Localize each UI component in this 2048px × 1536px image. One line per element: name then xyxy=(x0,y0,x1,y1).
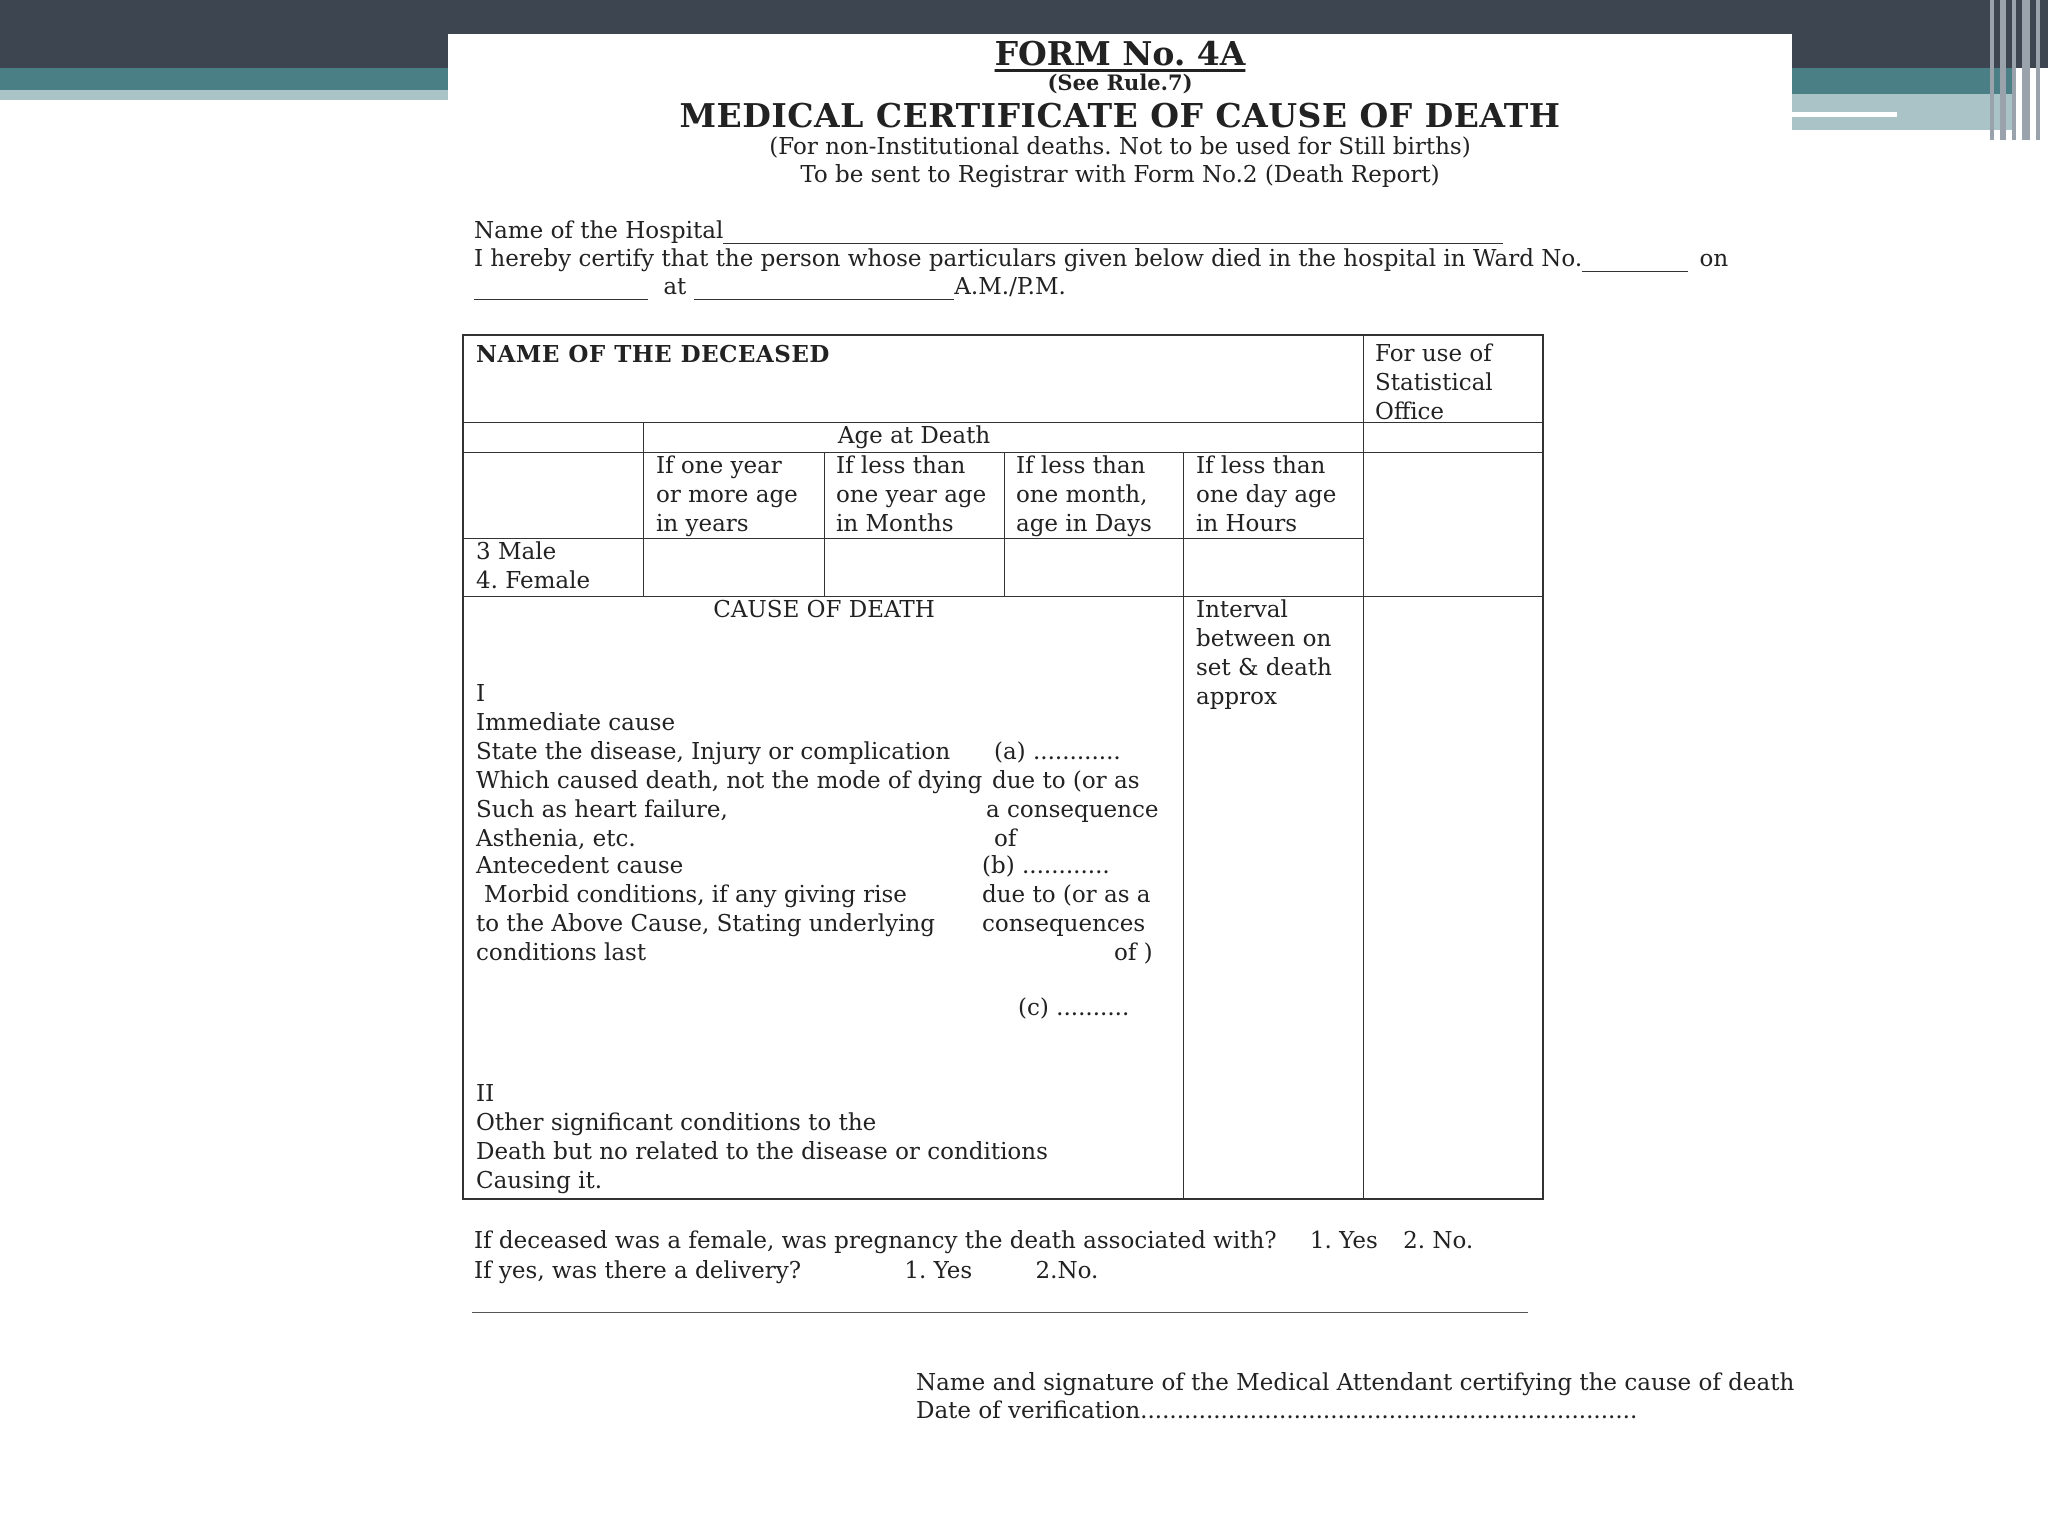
certify-line xyxy=(474,246,1728,272)
date-verification-field[interactable]: .................................................................... xyxy=(1140,1398,1638,1424)
pregnancy-yes-option[interactable]: 1. Yes xyxy=(1309,1228,1378,1254)
certify-text: I hereby certify that the person whose particulars given below died in the hospital in Ward No. xyxy=(474,246,1583,272)
at-label: at xyxy=(663,274,687,300)
slide-accent-band-right xyxy=(1792,68,2012,94)
see-rule: (See Rule.7) xyxy=(1047,70,1193,95)
interval-header: Interval between on set & death approx xyxy=(1196,597,1332,710)
antecedent-cause-text: Antecedent cause Morbid conditions, if any giving rise to the Above Cause, Stating underlying conditions last xyxy=(476,853,935,966)
sex-options: 3 Male 4. Female xyxy=(476,539,591,594)
part-ii-label: II xyxy=(476,1081,495,1107)
delivery-no-option[interactable]: 2.No. xyxy=(1035,1258,1099,1284)
form-subtitle-2: To be sent to Registrar with Form No.2 (Death Report) xyxy=(800,162,1440,188)
separator-line xyxy=(472,1312,1528,1313)
age-days-header: If less than one month, age in Days xyxy=(1016,453,1152,537)
slide-corner-stripes xyxy=(1990,0,2048,140)
pregnancy-no-option[interactable]: 2. No. xyxy=(1403,1228,1474,1254)
immediate-cause-text: Immediate cause State the disease, Injury or complication Which caused death, not the mode of dying Such as heart failure, Asthenia, etc. xyxy=(476,710,983,852)
age-at-death-header: Age at Death xyxy=(837,423,991,449)
age-years-header: If one year or more age in years xyxy=(656,453,798,537)
date-field[interactable] xyxy=(474,275,648,300)
signature-label: Name and signature of the Medical Attendant certifying the cause of death xyxy=(916,1370,1795,1396)
deceased-details-table xyxy=(462,334,1544,1200)
cause-a-due-to: due to (or as a consequence of xyxy=(986,768,1159,852)
date-verification-label: Date of verification xyxy=(916,1398,1141,1424)
pregnancy-question-line xyxy=(474,1228,1473,1254)
cause-a-field[interactable]: (a) ............ xyxy=(994,739,1121,765)
pregnancy-question: If deceased was a female, was pregnancy the death associated with? xyxy=(474,1228,1277,1254)
form-subtitle-1: (For non-Institutional deaths. Not to be used for Still births) xyxy=(769,134,1471,160)
slide-accent-band-left-light xyxy=(0,90,450,100)
part-i-label: I xyxy=(476,681,486,707)
delivery-question-line xyxy=(474,1258,1098,1284)
statistical-office-header: For use of Statistical Office xyxy=(1375,341,1493,425)
form-document xyxy=(448,34,1795,1494)
delivery-yes-option[interactable]: 1. Yes xyxy=(904,1258,973,1284)
hospital-label: Name of the Hospital xyxy=(474,218,724,244)
ampm-label: A.M./P.M. xyxy=(954,274,1066,300)
form-title: MEDICAL CERTIFICATE OF CAUSE OF DEATH xyxy=(679,96,1561,135)
slide-accent-band-left xyxy=(0,68,450,90)
on-label: on xyxy=(1699,246,1729,272)
age-months-header: If less than one year age in Months xyxy=(836,453,987,537)
ward-no-field[interactable] xyxy=(1582,247,1688,272)
name-of-deceased-header: NAME OF THE DECEASED xyxy=(476,341,830,368)
cause-of-death-header: CAUSE OF DEATH xyxy=(713,597,935,623)
other-conditions-text: Other significant conditions to the Death but no related to the disease or conditions Causing it. xyxy=(476,1110,1048,1194)
time-field[interactable] xyxy=(694,275,954,300)
cause-b-field[interactable]: (b) ............ xyxy=(982,853,1110,879)
form-number: FORM No. 4A xyxy=(994,34,1246,73)
cause-b-due-to: due to (or as a consequences of ) xyxy=(982,882,1153,966)
hospital-line xyxy=(474,218,1503,244)
verification-line xyxy=(916,1398,1637,1424)
age-hours-header: If less than one day age in Hours xyxy=(1196,453,1337,537)
date-time-line xyxy=(474,274,1066,300)
hospital-name-field[interactable] xyxy=(723,219,1503,244)
slide-accent-line xyxy=(1792,112,1897,117)
cause-c-field[interactable]: (c) .......... xyxy=(1018,995,1130,1021)
delivery-question: If yes, was there a delivery? xyxy=(474,1258,802,1284)
